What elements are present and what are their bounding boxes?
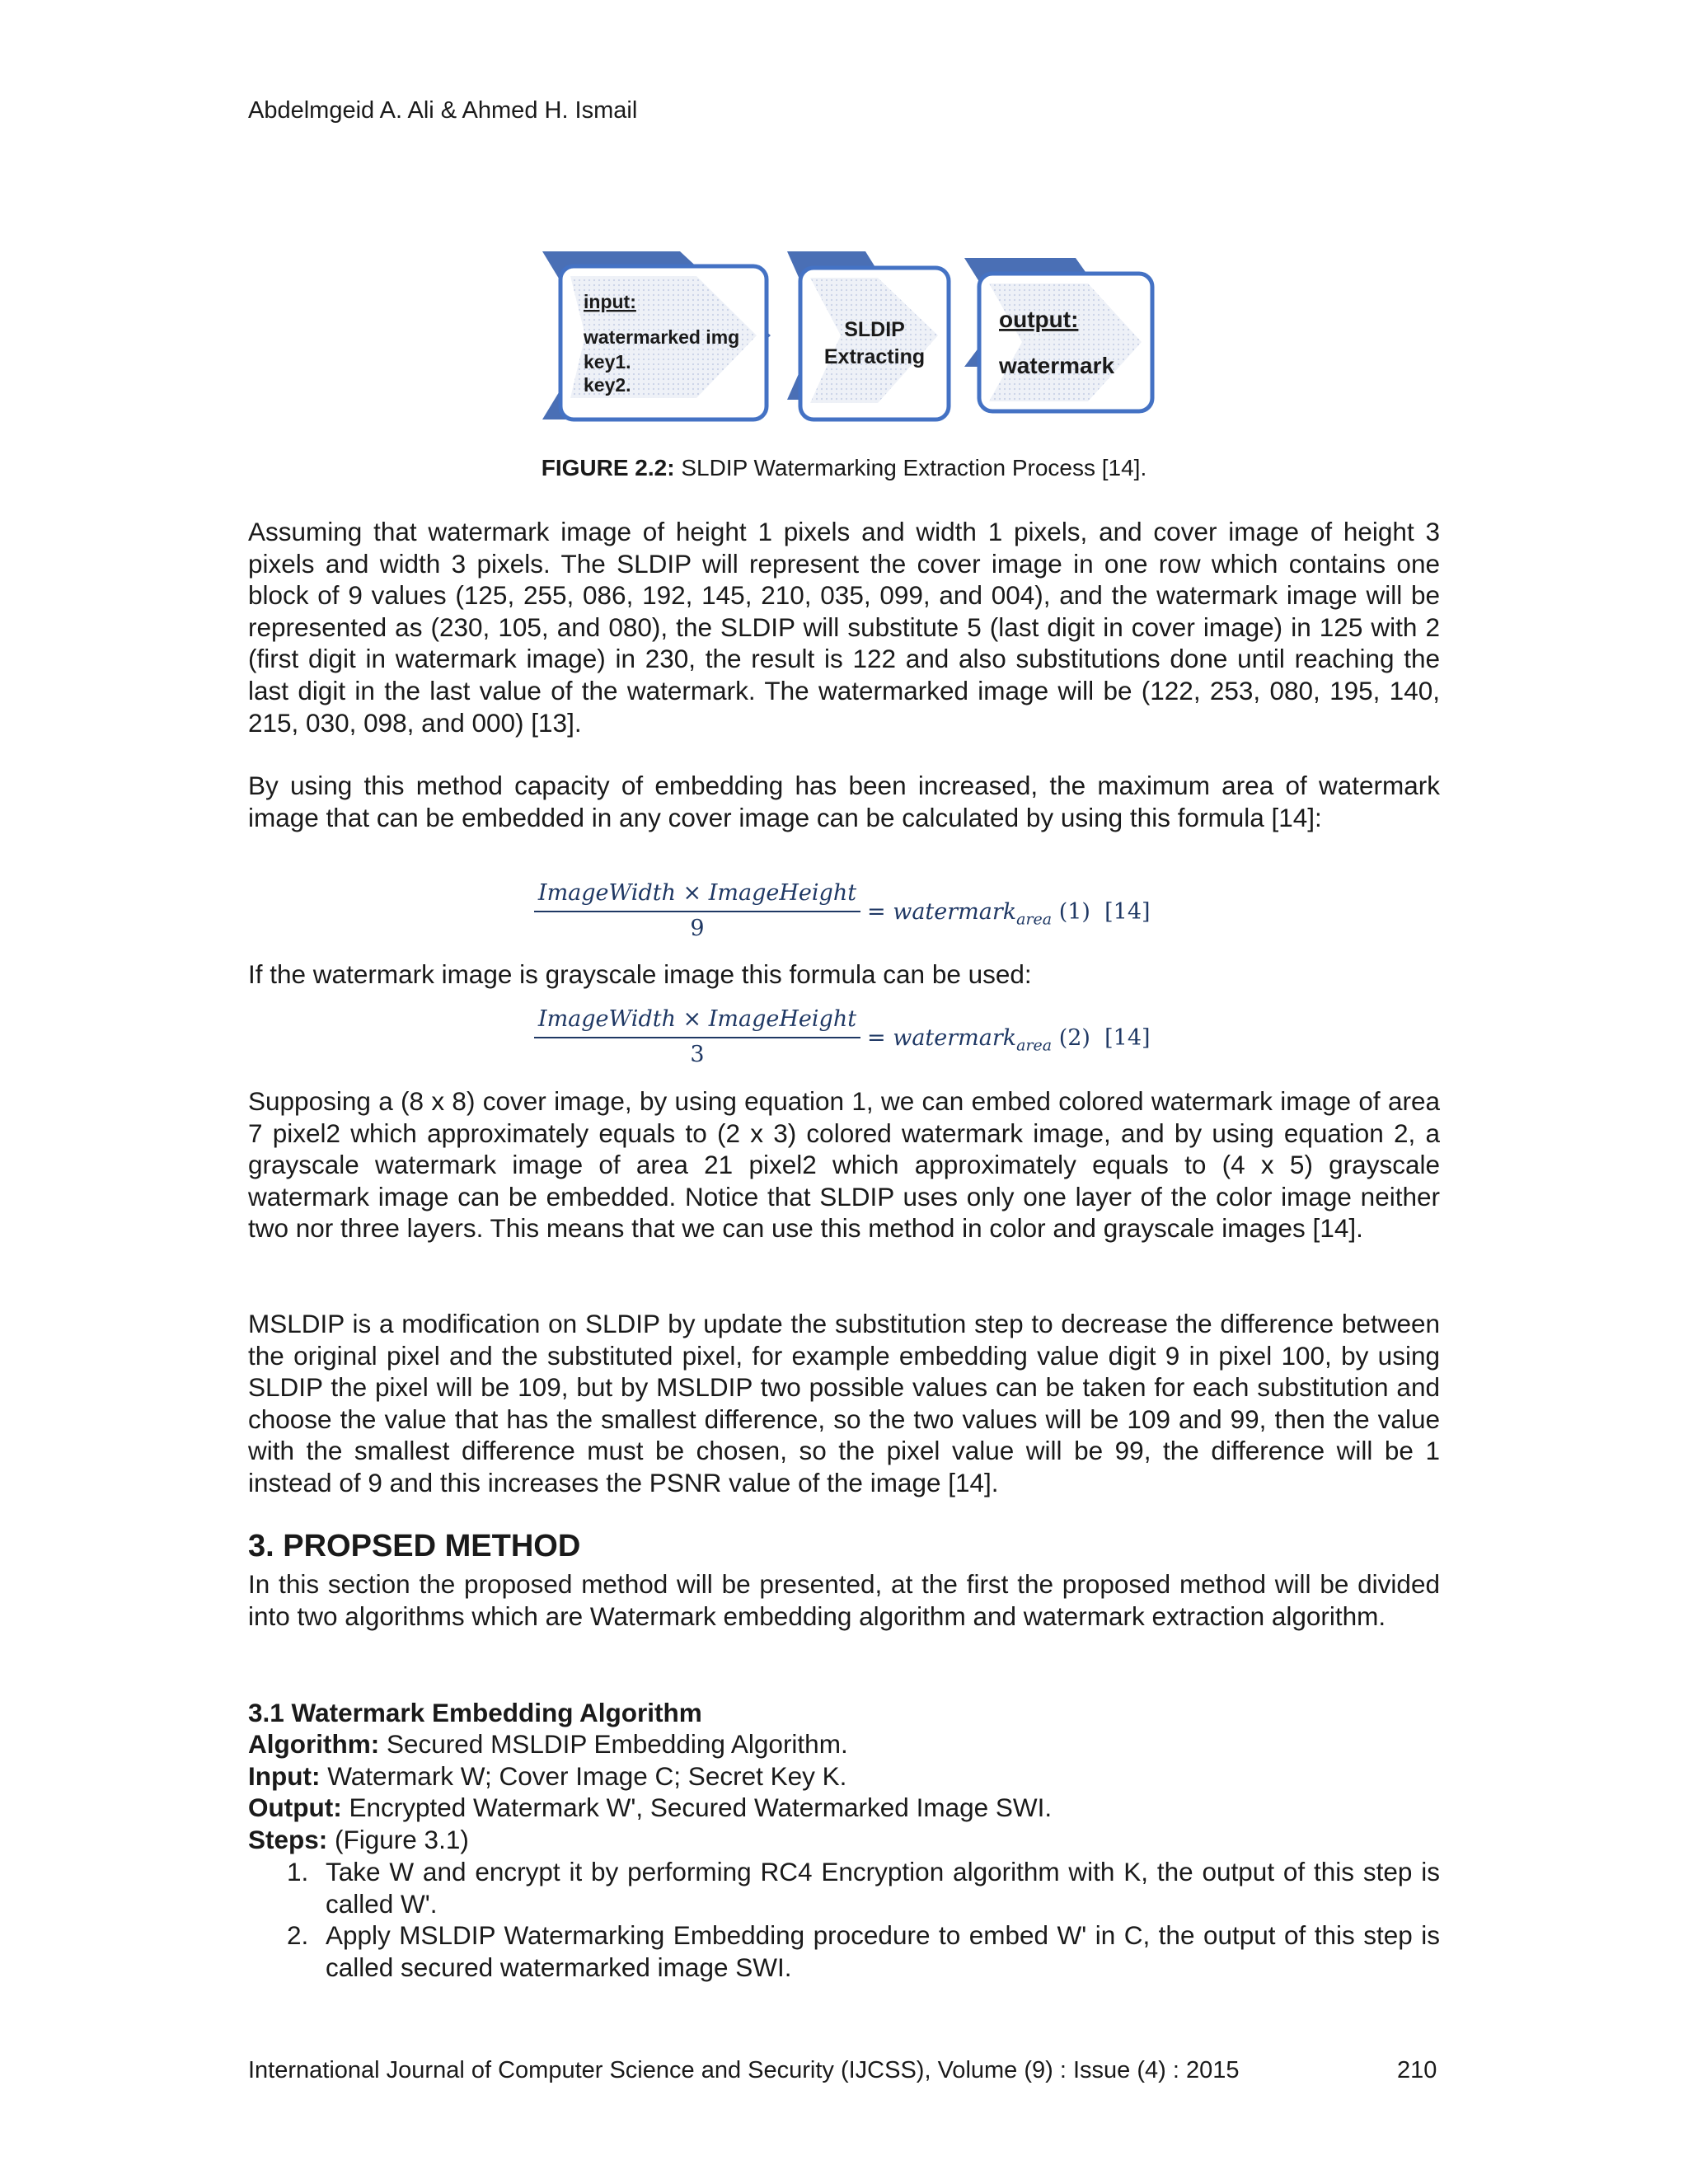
algorithm-label: Algorithm: (248, 1729, 380, 1759)
diagram-block-input (542, 251, 771, 419)
diagram-input-line-2: key1. (584, 351, 631, 373)
figure-caption (0, 455, 1688, 481)
equation-2-denominator: 3 (690, 1042, 705, 1067)
paragraph-sldip-example: Assuming that watermark image of height 1 pixels and width 1 pixels, and cover image of height 3 pixels and width 3 pixels. The SLDIP will represent the cover image in one row which contains one block of 9 values (125, 255, 086, 192, 145, 210, 035, 099, and 004), and the watermark image will be represented as (230, 105, and 080), the SLDIP will substitute 5 (last digit in cover image) in 125 with 2 (first digit in watermark image) in 230, the result is 122 and also substitutions done until reaching the last digit in the last value of the watermark. The watermarked image will be (122, 253, 080, 195, 140, 215, 030, 098, and 000) [13]. (248, 517, 1440, 738)
step-number: 1. (287, 1857, 309, 1886)
diagram-input-line-3: key2. (584, 374, 631, 396)
equation-1-subscript: area (1016, 910, 1053, 929)
equation-1-numerator: ImageWidth × ImageHeight (534, 880, 860, 912)
step-text: Apply MSLDIP Watermarking Embedding procedure to embed W' in C, the output of this step is called secured watermarked image SWI. (326, 1920, 1440, 1982)
list-item (287, 1856, 1440, 1919)
algorithm-value: Secured MSLDIP Embedding Algorithm. (379, 1729, 848, 1759)
equation-1-number: (1) (1058, 899, 1090, 925)
algorithm-line (248, 1729, 848, 1760)
footer-journal: International Journal of Computer Science and Security (IJCSS), Volume (9) : Issue (4) : 2015 (248, 2057, 1240, 2083)
figure-caption-label: FIGURE 2.2: (541, 455, 675, 480)
output-line (248, 1793, 1052, 1823)
step-number: 2. (287, 1920, 309, 1950)
subsection-heading: 3.1 Watermark Embedding Algorithm (248, 1698, 702, 1727)
paragraph-grayscale-formula: If the watermark image is grayscale image this formula can be used: (248, 959, 1032, 989)
footer-page-number: 210 (1397, 2057, 1437, 2083)
figure-caption-text: SLDIP Watermarking Extraction Process [14]. (674, 455, 1147, 480)
equation-2-numerator: ImageWidth × ImageHeight (534, 1006, 860, 1038)
input-value: Watermark W; Cover Image C; Secret Key K. (320, 1761, 847, 1791)
diagram-block-output (964, 258, 1152, 411)
input-line (248, 1761, 846, 1792)
diagram-input-heading: input: (584, 291, 636, 312)
steps-value: (Figure 3.1) (327, 1825, 469, 1854)
diagram-output-heading: output: (999, 307, 1079, 332)
output-value: Encrypted Watermark W', Secured Watermarked Image SWI. (341, 1793, 1053, 1822)
equation-2-subscript: area (1016, 1036, 1053, 1055)
diagram-sldip-line-1: SLDIP (844, 318, 905, 341)
equation-1-citation: [14] (1104, 899, 1151, 925)
equation-2-number: (2) (1058, 1025, 1090, 1051)
equation-1-fraction (534, 880, 860, 941)
step-text: Take W and encrypt it by performing RC4 Encryption algorithm with K, the output of this step is called W'. (326, 1857, 1440, 1919)
section-intro: In this section the proposed method will be presented, at the first the proposed method will be divided into two algorithms which are Watermark embedding algorithm and watermark extraction algorithm. (248, 1569, 1440, 1631)
diagram-output-line-1: watermark (999, 353, 1115, 378)
steps-label: Steps: (248, 1825, 328, 1854)
equation-1-denominator: 9 (690, 916, 705, 941)
equation-1-rhs (867, 899, 1151, 928)
equation-2-citation: [14] (1104, 1025, 1151, 1051)
diagram-input-line-1: watermarked img (584, 326, 740, 348)
section-heading: 3. PROPSED METHOD (248, 1529, 581, 1563)
equation-1-rhs-text: = watermark (867, 899, 1017, 925)
equation-2-rhs (867, 1025, 1151, 1054)
diagram-block-sldip (787, 251, 949, 419)
output-label: Output: (248, 1793, 342, 1822)
extraction-process-diagram (528, 243, 1170, 433)
diagram-sldip-line-2: Extracting (823, 345, 926, 368)
running-header: Abdelmgeid A. Ali & Ahmed H. Ismail (248, 97, 638, 124)
list-item (287, 1919, 1440, 1983)
input-label: Input: (248, 1761, 321, 1791)
equation-2-fraction (534, 1006, 860, 1067)
paragraph-example-8x8: Supposing a (8 x 8) cover image, by using equation 1, we can embed colored watermark image of area 7 pixel2 which approximately equals to (2 x 3) colored watermark image, and by using equation 2, a grayscale watermark image of area 21 pixel2 which approximately equals to (4 x 5) grayscale watermark image can be embedded. Notice that SLDIP uses only one layer of the color image neither two nor three layers. This means that we can use this method in color and grayscale images [14]. (248, 1086, 1440, 1244)
equation-2-rhs-text: = watermark (867, 1025, 1017, 1051)
paragraph-msldip: MSLDIP is a modification on SLDIP by update the substitution step to decrease the difference between the original pixel and the substituted pixel, for example embedding value digit 9 in pixel 100, by using SLDIP the pixel will be 109, but by MSLDIP two possible values can be taken for each substitution and choose the value that has the smallest difference, so the two values will be 109 and 99, then the value with the smallest difference must be chosen, so the pixel value will be 99, the difference will be 1 instead of 9 and this increases the PSNR value of the image [14]. (248, 1309, 1440, 1497)
paragraph-capacity: By using this method capacity of embedding has been increased, the maximum area of watermark image that can be embedded in any cover image can be calculated by using this formula [14]: (248, 771, 1440, 832)
steps-line (248, 1825, 469, 1855)
